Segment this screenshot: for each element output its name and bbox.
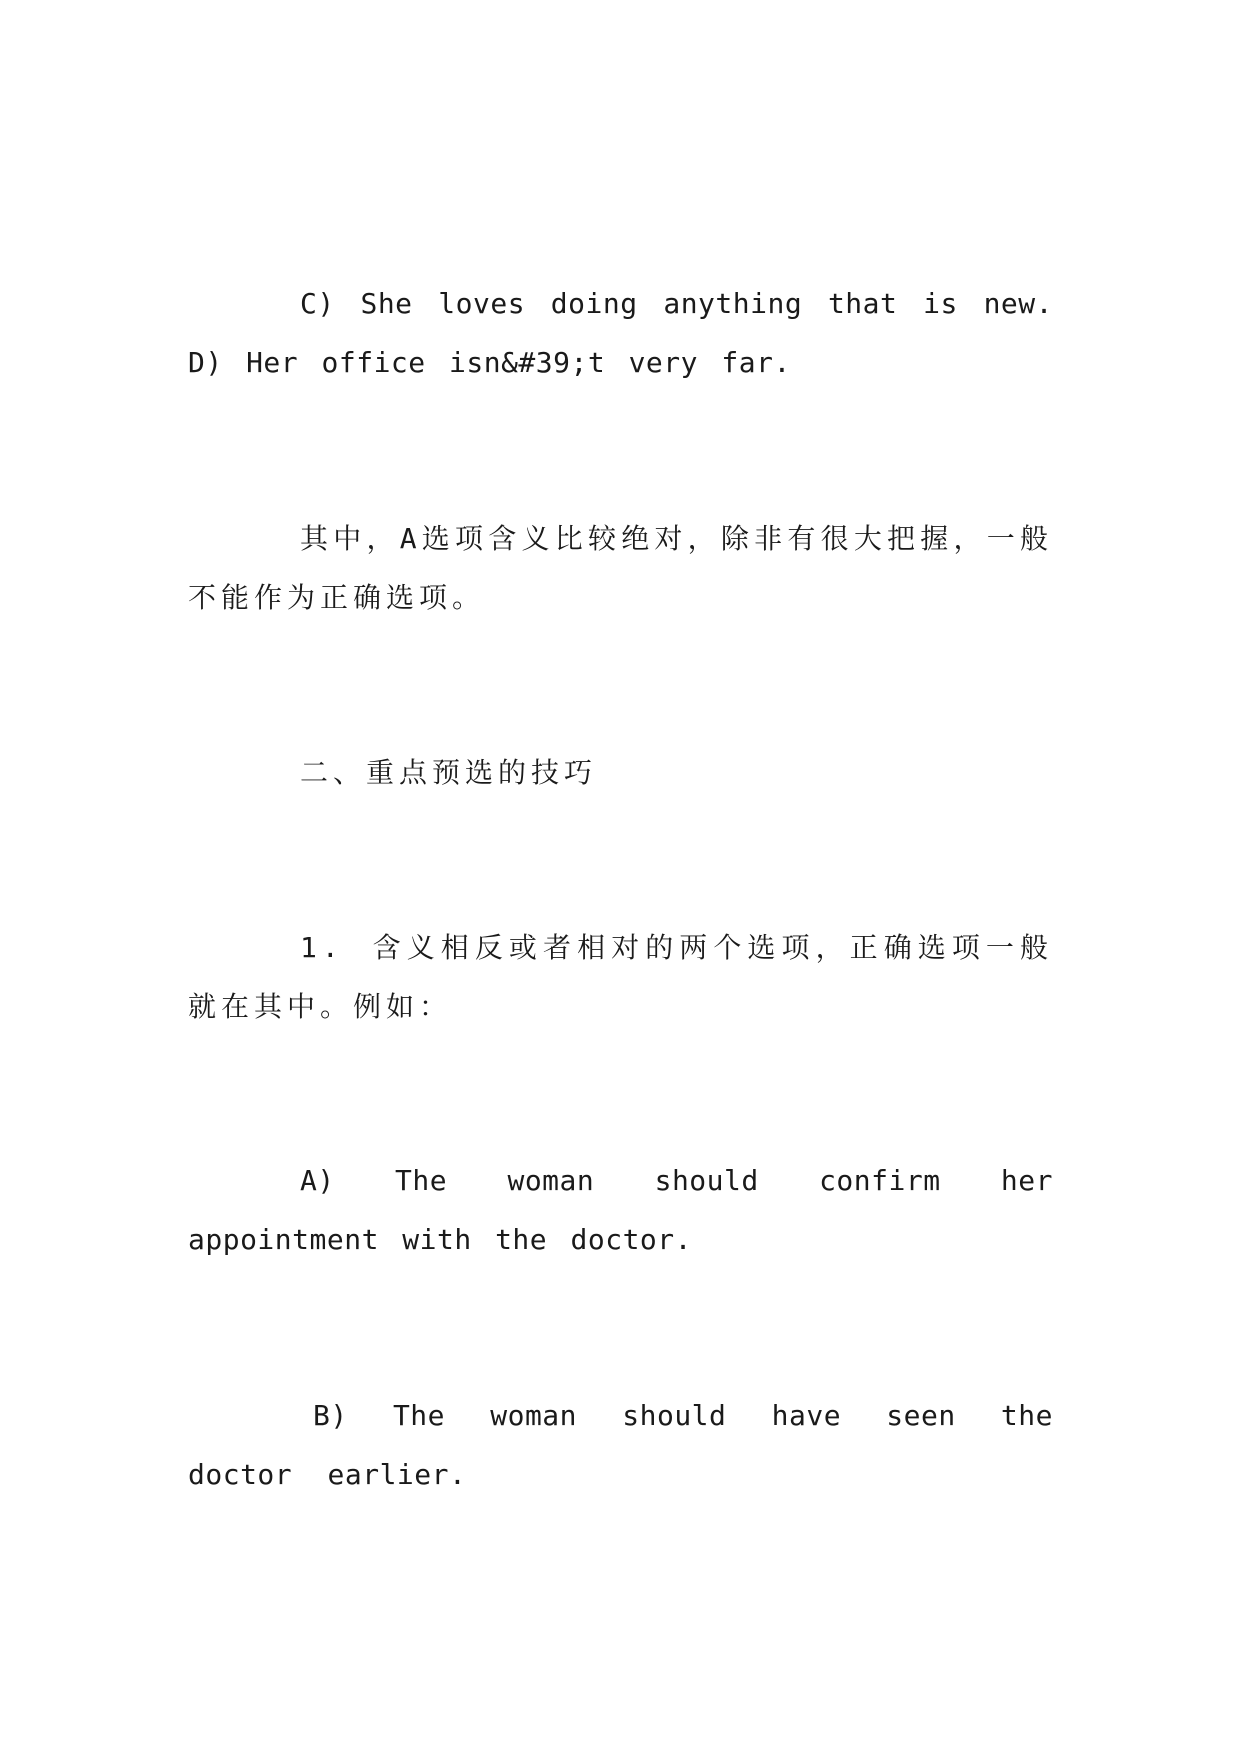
tip-paragraph: 1. 含义相反或者相对的两个选项，正确选项一般就在其中。例如： <box>188 931 1053 1023</box>
section-heading: 二、重点预选的技巧 <box>300 756 598 789</box>
option-b-paragraph: B) The woman should have seen the doctor earlier. <box>188 1399 1053 1491</box>
option-a-paragraph: A) The woman should confirm her appointment with the doctor. <box>188 1164 1053 1256</box>
option-c-d-paragraph: C) She loves doing anything that is new. D) Her office isn&#39;t very far. <box>188 287 1053 379</box>
explanation-paragraph: 其中，A选项含义比较绝对，除非有很大把握，一般不能作为正确选项。 <box>188 522 1053 614</box>
